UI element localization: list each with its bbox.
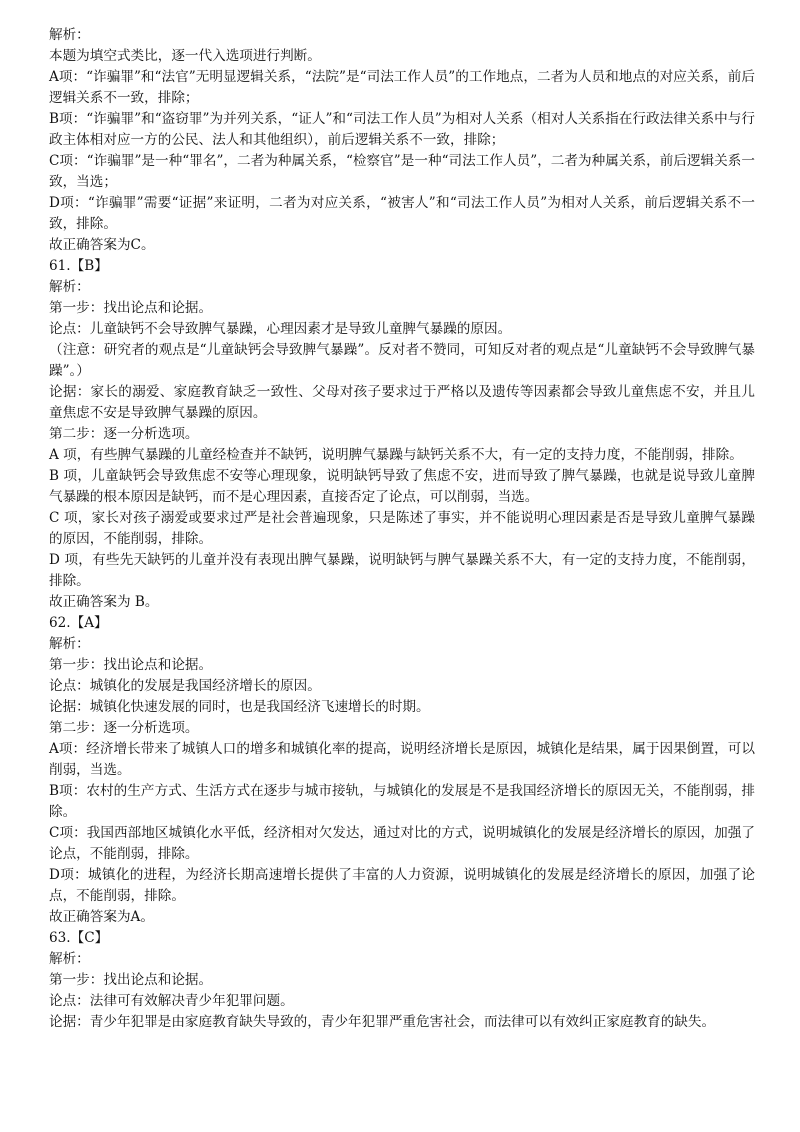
analysis-intro: 本题为填空式类比，逐一代入选项进行判断。 bbox=[49, 48, 321, 64]
answer-62: 故正确答案为A。 bbox=[49, 909, 154, 925]
analysis-heading: 解析： bbox=[49, 27, 90, 43]
argument-thesis: 论点：法律可有效解决青少年犯罪问题。 bbox=[49, 993, 294, 1009]
option-c-60: C项：“诈骗罪”是一种“罪名”，二者为种属关系，“检察官”是一种“司法工作人员”，二者为种属关系，前后逻辑关系一致，当选； bbox=[49, 153, 755, 190]
option-b-60: B项：“诈骗罪”和“盗窃罪”为并列关系，“证人”和“司法工作人员”为相对人关系（相对人关系指在行政法律关系中与行政主体相对应一方的公民、法人和其他组织），前后逻辑关系不一致，排除； bbox=[49, 111, 755, 148]
question-62-header: 62.【A】 bbox=[49, 615, 108, 631]
option-a-61: A 项，有些脾气暴躁的儿童经检查并不缺钙，说明脾气暴躁与缺钙关系不大，有一定的支持力度，不能削弱，排除。 bbox=[49, 447, 743, 463]
option-c-61: C 项，家长对孩子溺爱或要求过严是社会普遍现象，只是陈述了事实，并不能说明心理因素是否是导致儿童脾气暴躁的原因，不能削弱，排除。 bbox=[49, 510, 755, 547]
analysis-heading: 解析： bbox=[49, 951, 90, 967]
answer-60: 故正确答案为C。 bbox=[49, 237, 155, 253]
option-d-62: D项：城镇化的进程，为经济长期高速增长提供了丰富的人力资源，说明城镇化的发展是经济增长的原因，加强了论点，不能削弱，排除。 bbox=[49, 867, 755, 904]
analysis-heading: 解析： bbox=[49, 279, 90, 295]
argument-thesis: 论点：儿童缺钙不会导致脾气暴躁，心理因素才是导致儿童脾气暴躁的原因。 bbox=[49, 321, 512, 337]
argument-evidence: 论据：城镇化快速发展的同时，也是我国经济飞速增长的时期。 bbox=[49, 699, 430, 715]
argument-evidence: 论据：青少年犯罪是由家庭教育缺失导致的，青少年犯罪严重危害社会，而法律可以有效纠正家庭教育的缺失。 bbox=[49, 1014, 716, 1030]
option-a-62: A项：经济增长带来了城镇人口的增多和城镇化率的提高，说明经济增长是原因，城镇化是结果，属于因果倒置，可以削弱，当选。 bbox=[49, 741, 755, 778]
option-b-61: B 项，儿童缺钙会导致焦虑不安等心理现象，说明缺钙导致了焦虑不安，进而导致了脾气暴躁，也就是说导致儿童脾气暴躁的根本原因是缺钙，而不是心理因素，直接否定了论点，可以削弱，当选。 bbox=[49, 468, 755, 505]
analysis-heading: 解析： bbox=[49, 636, 90, 652]
question-63-header: 63.【C】 bbox=[49, 930, 109, 946]
option-d-61: D 项，有些先天缺钙的儿童并没有表现出脾气暴躁，说明缺钙与脾气暴躁关系不大，有一定的支持力度，不能削弱，排除。 bbox=[49, 552, 755, 589]
document-page bbox=[49, 25, 755, 1033]
option-c-62: C项：我国西部地区城镇化水平低，经济相对欠发达，通过对比的方式，说明城镇化的发展是经济增长的原因，加强了论点，不能削弱，排除。 bbox=[49, 825, 755, 862]
option-d-60: D项：“诈骗罪”需要“证据”来证明，二者为对应关系，“被害人”和“司法工作人员”为相对人关系，前后逻辑关系不一致，排除。 bbox=[49, 195, 755, 232]
step-two: 第二步：逐一分析选项。 bbox=[49, 426, 199, 442]
step-two: 第二步：逐一分析选项。 bbox=[49, 720, 199, 736]
step-one: 第一步：找出论点和论据。 bbox=[49, 300, 213, 316]
argument-evidence: 论据：家长的溺爱、家庭教育缺乏一致性、父母对孩子要求过于严格以及遗传等因素都会导致儿童焦虑不安，并且儿童焦虑不安是导致脾气暴躁的原因。 bbox=[49, 384, 755, 421]
step-one: 第一步：找出论点和论据。 bbox=[49, 972, 213, 988]
option-b-62: B项：农村的生产方式、生活方式在逐步与城市接轨，与城镇化的发展是不是我国经济增长的原因无关，不能削弱，排除。 bbox=[49, 783, 755, 820]
question-61-header: 61.【B】 bbox=[49, 258, 108, 274]
argument-thesis: 论点：城镇化的发展是我国经济增长的原因。 bbox=[49, 678, 321, 694]
note-paragraph: （注意：研究者的观点是“儿童缺钙会导致脾气暴躁”。反对者不赞同，可知反对者的观点是“儿童缺钙不会导致脾气暴躁”。） bbox=[49, 342, 755, 379]
answer-61: 故正确答案为 B。 bbox=[49, 594, 159, 610]
step-one: 第一步：找出论点和论据。 bbox=[49, 657, 213, 673]
option-a-60: A项：“诈骗罪”和“法官”无明显逻辑关系，“法院”是“司法工作人员”的工作地点，二者为人员和地点的对应关系，前后逻辑关系不一致，排除； bbox=[49, 69, 755, 106]
